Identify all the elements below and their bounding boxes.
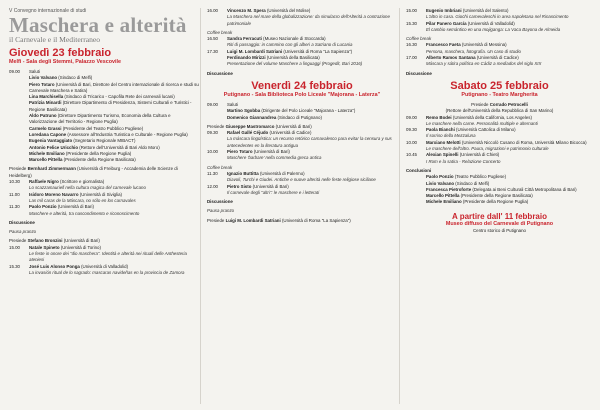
talks-list xyxy=(207,130,397,161)
talk-time: 09.30 xyxy=(207,130,218,136)
presiede-block: Presiede Bernhard Zimmermann (Università di Freiburg - Accademia delle Scienze di Heidelberg) xyxy=(9,166,178,178)
talk-body xyxy=(426,127,593,140)
talk-body xyxy=(29,264,199,277)
discussione-label: Discussione xyxy=(207,199,233,205)
person-role: (Sindaco di Melfi) xyxy=(455,180,490,186)
talk-body xyxy=(29,245,199,264)
person-name: Livio Valvano xyxy=(426,180,455,186)
person-role: (Sindaco di Putignano) xyxy=(277,114,322,120)
talk-time: 12.00 xyxy=(207,183,218,189)
talk-row xyxy=(207,184,397,197)
talk-row xyxy=(9,245,199,264)
talk-row xyxy=(406,140,593,153)
speaker-role: (Museo Nazionale di Stoccarda) xyxy=(263,36,326,42)
talk-body xyxy=(426,42,593,55)
talk-row xyxy=(9,204,199,217)
talk-title: I Rom e la satira - Relazione Concerto xyxy=(426,158,501,164)
talk-body xyxy=(227,184,397,197)
speaker-name: Luigi M. Lombardi Satriani xyxy=(227,48,283,54)
talk-body xyxy=(426,115,593,128)
person-role: (Presidente della Regione Puglia) xyxy=(65,150,132,156)
talk-row xyxy=(406,42,593,55)
speaker-role: (Università di Siviglia) xyxy=(79,191,122,197)
talk-time: 11.30 xyxy=(207,170,218,176)
talk-time: 15.30 xyxy=(9,263,20,269)
conclusioni-label: Conclusioni xyxy=(406,167,432,173)
talk-row xyxy=(207,130,397,149)
speaker-role: (Università Niccolò Cusano di Roma, Università Milano Bicocca) xyxy=(461,139,587,145)
person-name: Eugenia Vantaggiato xyxy=(29,138,73,144)
speaker-role: (Università della California, Los Angeles) xyxy=(452,114,532,120)
talk-time: 15.00 xyxy=(406,8,417,13)
talk-body xyxy=(426,140,593,153)
speaker-role: (Università di Cadice) xyxy=(269,130,312,136)
main-subtitle: il Carnevale e il Mediterraneo xyxy=(9,35,101,44)
talk-title: Las mil caras de la Máscara, no sólo en los carnavales xyxy=(29,197,136,203)
talk-body xyxy=(227,171,397,184)
talk-row xyxy=(9,192,199,205)
talk-body xyxy=(426,152,593,165)
speaker-role: (Università della Basilicata) xyxy=(266,55,320,61)
day-heading: Venerdì 24 febbraio xyxy=(251,79,353,92)
person-role: (Presidente della Regione Puglia) xyxy=(462,199,529,205)
talk-title: L'altro in casa. Giochi carnevaleschi in area napoletana nel Rinascimento xyxy=(426,14,569,20)
saluti-block: 09.00 Saluti Martino Sgobba (Dirigente del Polo Liceale "Majorana - Laterza") Domenico Giannandrea (Sindaco di Putignano) xyxy=(207,102,397,121)
talk-title: Riti di passaggio: in cammino con gli alberi a Satriano di Lucania xyxy=(227,42,353,48)
talk-time: 10.45 xyxy=(406,152,417,158)
person-role: (Direttore Dipartimento Turismo, Economia della Cultura e Valorizzazione del Territorio - Regione Puglia) xyxy=(29,113,171,125)
talk-row xyxy=(406,127,593,140)
column-day2 xyxy=(207,8,397,224)
talk-title: Il sorriso della Mezzaluna xyxy=(426,133,476,139)
saluti-list xyxy=(207,108,397,121)
talk-time: 09.30 xyxy=(406,127,417,133)
person-name: Paolo Ponzio xyxy=(426,174,454,180)
talk-title: Le maschere dell'altro. Paura, migrazioni e patrimonio culturale xyxy=(426,146,549,152)
convegno-label: V Convegno internazionale di studi xyxy=(9,8,87,14)
column-divider xyxy=(200,8,201,404)
speaker-name: Eugenio Imbriani xyxy=(426,8,462,13)
talks-list xyxy=(406,115,593,165)
talk-title: Il carnevale degli "altri": le maschere e i letterati xyxy=(227,189,320,195)
person-name: Francesca Pietroforte xyxy=(426,186,472,192)
speaker-role: (Università del Molise) xyxy=(266,8,311,13)
talk-body xyxy=(426,55,593,68)
person-role: (Dirigente del Polo Liceale "Majorana - Laterza") xyxy=(261,108,356,114)
talks-list xyxy=(406,8,593,33)
talk-title: Diavoli, Turchi e Giudei. Antiche e nuove alterità nelle feste religiose siciliane xyxy=(227,177,376,183)
talk-row xyxy=(207,49,397,68)
talk-title: Presentazione del volume Maschere a linguaggi (Progedit, Bari 2016) xyxy=(227,61,363,67)
column-day3 xyxy=(406,8,593,234)
talk-body xyxy=(227,149,397,162)
speaker-name: Natale Spineto xyxy=(29,244,60,250)
list-item xyxy=(9,113,199,126)
talk-row xyxy=(406,55,593,68)
speaker-name: Rafael Gallé Céjudo xyxy=(227,130,269,136)
speaker-role: (Università Cattolica di Milano) xyxy=(456,127,516,133)
person-role: (Sindaco di Tricarico - Capofila Rete dei carnevali lucani) xyxy=(64,94,175,100)
person-name: Patrizia Minardi xyxy=(29,100,62,106)
talk-row xyxy=(9,179,199,192)
person-role: (Presidente della Regione Basilicata) xyxy=(63,157,136,163)
speaker-name: Alberto Ramos Santana xyxy=(426,55,476,61)
talk-row xyxy=(207,149,397,162)
talk-body xyxy=(29,204,199,217)
saluti-list xyxy=(9,75,199,163)
talk-title: Le feste in onore dei "dio maschera". Identità e alterità nei rituali delle Anthesteria ateniesi xyxy=(29,251,187,263)
person-role: (Presidente del Teatro Pubblico Pugliese) xyxy=(62,125,144,131)
talk-time: 11.00 xyxy=(9,191,20,197)
pausa-label: Pausa pranzo xyxy=(207,208,235,214)
pausa-label: Pausa pranzo xyxy=(9,229,37,235)
list-item xyxy=(9,157,199,163)
speaker-name: Pietro Sisto xyxy=(227,183,252,189)
person-name: Loredana Capone xyxy=(29,131,67,137)
person-name: Lina Marchisella xyxy=(29,94,64,100)
speaker-name: Marxiano Melotti xyxy=(426,139,461,145)
speaker-name: Piero Totaro xyxy=(227,149,253,155)
talk-row xyxy=(9,264,199,277)
speaker-name: Vincenzo M. Spera xyxy=(227,8,266,13)
talk-body xyxy=(426,8,593,21)
talk-row xyxy=(406,8,593,21)
person-role: (Rettore dell'Università di Bari Aldo Moro) xyxy=(79,144,160,150)
speaker-name: Pilar Panero García xyxy=(426,20,467,26)
conclusioni-list xyxy=(406,174,593,205)
coffee-break: Coffee break xyxy=(207,29,233,35)
person-name: Aldo Patruno xyxy=(29,113,57,119)
talks-list xyxy=(9,245,199,276)
list-item xyxy=(406,199,593,205)
person-name: Piero Totaro xyxy=(29,81,55,87)
presiede-block: Presiede Luigi M. Lombardi Satriani (Università di Roma "La Sapienza") xyxy=(207,217,351,223)
person-name: Marcello Pittella xyxy=(29,157,63,163)
talk-title: Persona, maschera, fotografia. Un caso di studio xyxy=(426,48,521,54)
speaker-role: (Scrittore e giornalista) xyxy=(60,179,105,185)
talk-title: Maschere 'barbare' nella commedia greca antica xyxy=(227,155,322,161)
footer-title: A partire dall' 11 febbraio xyxy=(452,211,547,221)
talk-title: Le maschere nella carne. Personalità multiple e alternanti xyxy=(426,120,538,126)
talk-time: 09.00 xyxy=(406,114,417,120)
talk-time: 10.00 xyxy=(207,149,218,155)
day-heading: Sabato 25 febbraio xyxy=(450,79,549,92)
speaker-role: (Università di Bari) xyxy=(253,149,290,155)
talk-row xyxy=(406,115,593,128)
person-name: Michele Emiliano xyxy=(426,199,462,205)
speaker-role: (Università di Palermo) xyxy=(259,170,305,176)
talk-row xyxy=(207,36,397,49)
talk-row xyxy=(207,8,397,27)
person-name: Carmelo Grassi xyxy=(29,125,62,131)
talk-time: 15.00 xyxy=(9,244,20,250)
discussione-label: Discussione xyxy=(406,70,432,76)
talk-title: Lo scazzamauriell nella cultura magica del carnevale lucano xyxy=(29,185,146,191)
talk-title: La máscara lingüística: un recurso retórico carnavalesco para evitar la censura y sus antecedentes en la literatura antigua xyxy=(227,136,392,148)
person-name: Antonio Felice Uricchio xyxy=(29,144,79,150)
footer-location: Centro storico di Putignano xyxy=(473,227,526,233)
talk-row xyxy=(406,21,593,34)
list-item xyxy=(207,115,397,121)
person-role: (Sindaco di Melfi) xyxy=(58,75,93,81)
footer-venue: Museo diffuso del Carnevale di Putignano xyxy=(445,220,554,227)
talk-time: 16.30 xyxy=(406,42,417,48)
talk-time: 15.30 xyxy=(406,20,417,26)
speaker-role: (Università di Chieti) xyxy=(459,152,500,158)
speaker-name: Remo Bodei xyxy=(426,114,452,120)
talks-list xyxy=(406,42,593,67)
speaker-name: Raffaele Nigro xyxy=(29,179,59,185)
talk-body xyxy=(227,36,397,49)
speaker-role: (Università di Bari) xyxy=(57,204,94,210)
speaker-name: Sandra Ferracuti xyxy=(227,36,262,42)
talk-body xyxy=(29,192,199,205)
person-name: Michele Emiliano xyxy=(29,150,65,156)
talks-list xyxy=(207,36,397,67)
person-role: (Università di Bari, Direttore del Centro internazionale di ricerca e studi su Carnevale Maschera e Satira) xyxy=(29,81,199,93)
speaker-role: (Università di Valladolid) xyxy=(81,263,129,269)
presiede-block: Presiede Corrado Petrocelli (Rettore dell'Università della Repubblica di San Marino) xyxy=(445,101,554,114)
speaker-role: (Università di Messina) xyxy=(461,42,507,48)
presiede-block: Presiede Giuseppe Mastromarco (Università di Bari) xyxy=(207,123,312,129)
talk-time: 17.00 xyxy=(406,55,417,61)
coffee-break: Coffee break xyxy=(406,36,432,42)
speaker-role: (Università di Roma "La Sapienza") xyxy=(283,48,353,54)
talk-row xyxy=(406,152,593,165)
person-role: (Direttore Dipartimento di Presidenza, Sistemi Culturali e Turistici - Regione Basilicata) xyxy=(29,100,192,112)
person-name: Livio Valvano xyxy=(29,75,58,81)
speaker-name: Paolo Ponzio xyxy=(29,204,57,210)
person-role: (Assessore all'Industria Turistica e Culturale - Regione Puglia) xyxy=(67,131,188,137)
talk-time: 10.00 xyxy=(406,139,417,145)
person-role: (Segretario Regionale MIBACT) xyxy=(73,138,136,144)
speaker-name: Isidoro Moreno Navarro xyxy=(29,191,79,197)
talk-title: La Maschera nel mare della globalizzazione: da simulacro dell'Alterità a contrazione patrimoniale xyxy=(227,14,390,26)
main-title: Maschera e alterità xyxy=(9,13,187,37)
person-role: (Delegata ai Beni Culturali Città Metropolitana di Bari) xyxy=(472,186,577,192)
speaker-role: (Università di Cadice) xyxy=(476,55,519,61)
talk-time: 16.50 xyxy=(207,36,218,42)
saluti-block: 09.00 Saluti Livio Valvano (Sindaco di Melfi) Piero Totaro (Università di Bari, Direttore del Centro internazionale di ricerca e studi su Carnevale Maschera e Satira) Lina Marchisella (Sindaco di Tricarico - Capofila Rete dei carnevali lucani) Patrizia Minardi (Direttore Dipartimento di Presidenza, Sistemi Culturali e Turistici - Regione Basilicata) Aldo Patruno (Direttore Dipartimento Turismo, Economia della Cultura e Valorizzazione del Territorio - Regione Puglia) Carmelo Grassi (Presidente del Teatro Pubblico Pugliese) Loredana Capone (Assessore all'Industria Turistica e Culturale - Regione Puglia) Eugenia Vantaggiato (Segretario Regionale MIBACT) Antonio Felice Uricchio (Rettore dell'Università di Bari Aldo Moro) Michele Emiliano (Presidente della Regione Puglia) Marcello Pittella (Presidente della Regione Basilicata) xyxy=(9,69,199,163)
speaker-name: Paola Bianchi xyxy=(426,127,455,133)
list-item xyxy=(9,82,199,95)
person-role: (Teatro Pubblico Pugliese) xyxy=(454,174,507,180)
talk-time: 10.30 xyxy=(9,179,20,185)
talk-body xyxy=(227,8,397,27)
person-name: Martino Sgobba xyxy=(227,108,261,114)
speaker-name: Ferdinando Mirizzi xyxy=(227,55,266,61)
talk-title: La invasión ritual de lo sagrado: mascaras navideñas en la provincia de Zamora xyxy=(29,269,185,275)
talk-title: Maschere e alterità, tra nascondimento e riconoscimento xyxy=(29,210,140,216)
person-name: Domenico Giannandrea xyxy=(227,114,277,120)
talk-title: El cambio semántico en una mojiganga: La Vaca Bayona de Almeida xyxy=(426,26,561,32)
talk-time: 17.30 xyxy=(207,48,218,54)
speaker-name: Francesco Faeta xyxy=(426,42,461,48)
speaker-name: José Luis Alonso Ponga xyxy=(29,263,80,269)
talks-list xyxy=(207,171,397,196)
speaker-role: (Università del Salento) xyxy=(462,8,509,13)
speaker-name: Ignazio Buttitta xyxy=(227,170,259,176)
talk-body xyxy=(227,49,397,68)
speaker-name: Alexian Spinelli xyxy=(426,152,459,158)
speaker-role: (Università di Valladolid) xyxy=(467,20,515,26)
talk-time: 11.30 xyxy=(9,204,20,210)
talk-body xyxy=(426,21,593,34)
column-divider xyxy=(399,8,400,404)
venue: Putignano - Sala Biblioteca Polo Liceale "Majorana - Laterza" xyxy=(223,91,381,98)
list-item xyxy=(9,100,199,113)
talk-title: Máscara y sátira política en Cádiz a mediados del siglo XIX xyxy=(426,61,542,67)
talk-time: 16.00 xyxy=(207,8,218,13)
venue: Melfi - Sala degli Stemmi, Palazzo Vescovile xyxy=(9,59,122,65)
speaker-role: (Università di Torino) xyxy=(60,244,101,250)
day-heading: Giovedì 23 febbraio xyxy=(9,47,112,59)
coffee-break: Coffee break xyxy=(207,164,233,170)
discussione-label: Discussione xyxy=(207,70,233,76)
talk-body xyxy=(227,130,397,149)
speaker-role: (Università di Bari) xyxy=(252,183,289,189)
talk-body xyxy=(29,179,199,192)
column-day1 xyxy=(9,8,199,276)
venue: Putignano - Teatro Margherita xyxy=(461,91,538,98)
person-name: Marcello Pittella xyxy=(426,193,460,199)
talks-list xyxy=(207,8,397,27)
talks-list xyxy=(9,179,199,217)
person-role: (Presidente della Regione Basilicata) xyxy=(460,193,533,199)
talk-row xyxy=(207,171,397,184)
presiede-block: Presiede Stefano Bronzini (Università di Bari) xyxy=(9,238,100,244)
discussione-label: Discussione xyxy=(9,219,35,225)
